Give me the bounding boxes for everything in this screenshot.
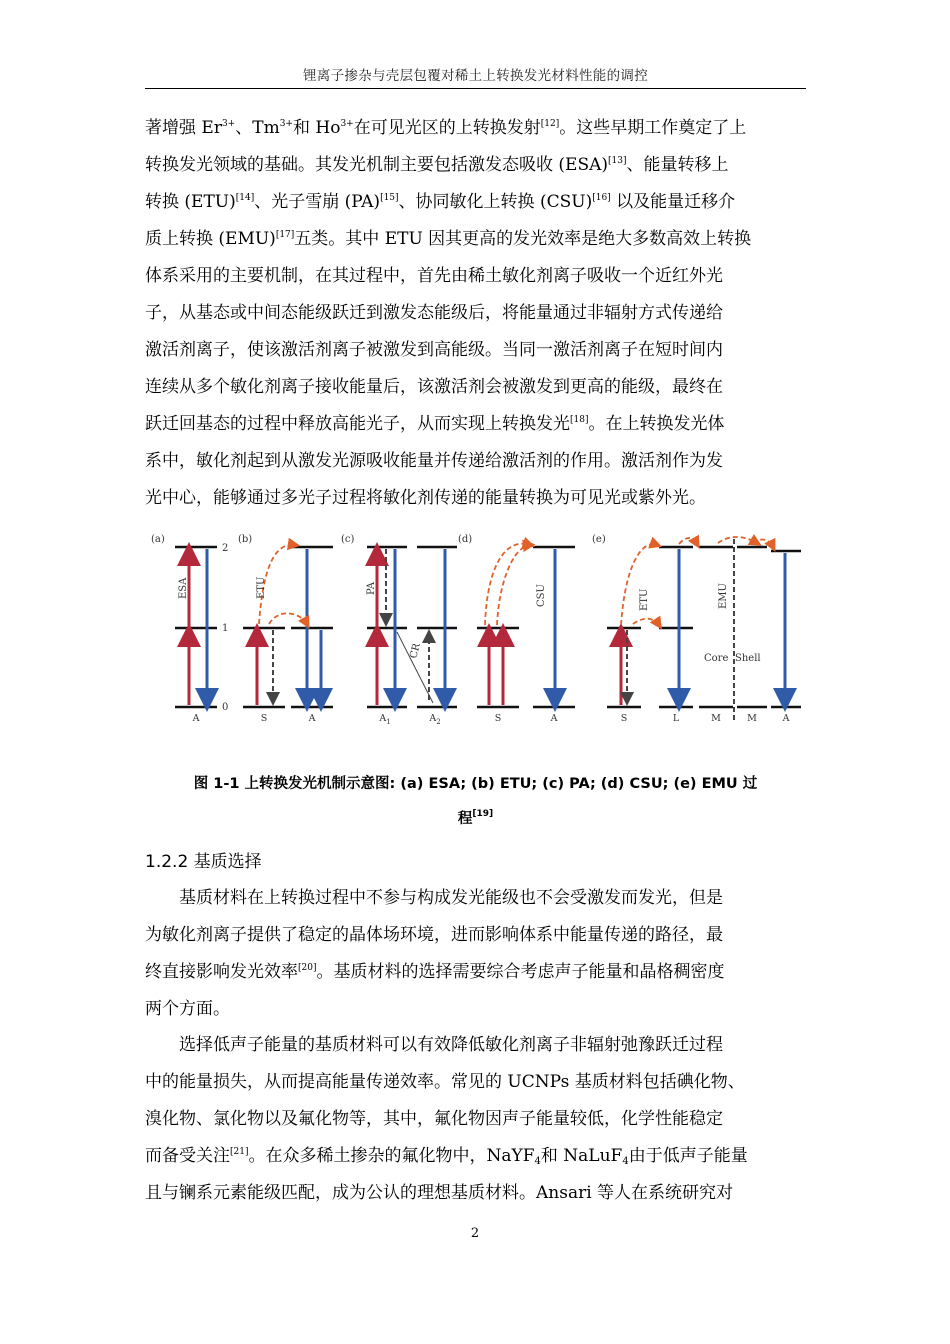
text-line: 选择低声子能量的基质材料可以有效降低敏化剂离子非辐射弛豫跃迁过程 xyxy=(179,1035,723,1055)
upconversion-mechanism-figure xyxy=(145,527,806,732)
text-line: 而备受关注[21]。在众多稀土掺杂的氟化物中，NaYF$_4$和 NaLuF$_4$由于低声子能量 xyxy=(145,1146,748,1167)
text-line: 且与镧系元素能级匹配，成为公认的理想基质材料。Ansari 等人在系统研究对 xyxy=(145,1183,734,1203)
text-line: 两个方面。 xyxy=(145,999,230,1019)
text-line: 转换 (ETU)[14]、光子雪崩 (PA)[15]、协同敏化上转换 (CSU)[16] 以及能量迁移介 xyxy=(145,192,736,212)
panel-label-c: (c) xyxy=(341,534,355,545)
paragraph-host-selection xyxy=(145,880,806,1028)
ion-label: L xyxy=(672,713,680,724)
section-heading: 1.2.2 基质选择 xyxy=(145,852,262,872)
process-label-etu: ETU xyxy=(256,576,267,599)
citation: [17] xyxy=(275,230,295,240)
figure-caption-line1: 图 1-1 上转换发光机制示意图: (a) ESA; (b) ETU; (c) PA; (d) CSU; (e) EMU 过 xyxy=(193,776,758,792)
panel-label-b: (b) xyxy=(238,534,253,545)
energy-level-diagram xyxy=(145,527,806,732)
ion-label: S xyxy=(260,713,268,724)
paragraph-phonon-energy xyxy=(145,1027,806,1212)
text-line: 连续从多个敏化剂离子接收能量后，该激活剂会被激发到更高的能级，最终在 xyxy=(145,377,723,397)
text-line: 著增强 $Er^{3+}$、$Tm^{3+}$和 $Ho^{3+}$在可见光区的上转换发射[12]。这些早期工作奠定了上 xyxy=(145,118,747,138)
ion-label: A xyxy=(550,713,558,724)
header-rule xyxy=(145,88,806,89)
process-label-csu: CSU xyxy=(536,584,547,607)
panel-label-a: (a) xyxy=(151,534,165,545)
paragraph-mechanisms xyxy=(145,110,806,517)
ion-label: M xyxy=(747,713,757,724)
ion-label: S xyxy=(620,713,628,724)
citation: [19] xyxy=(472,809,494,819)
citation: [16] xyxy=(592,193,611,203)
citation: [13] xyxy=(608,156,627,166)
emission-arrows xyxy=(207,549,785,700)
process-label-cr: CR xyxy=(408,642,423,660)
text-line: 中的能量损失，从而提高能量传递效率。常见的 UCNPs 基质材料包括碘化物、 xyxy=(145,1072,745,1092)
header-title: 锂离子掺杂与壳层包覆对稀土上转换发光材料性能的调控 xyxy=(303,68,648,84)
process-label-pa: PA xyxy=(366,581,377,595)
text-line: 转换发光领域的基础。其发光机制主要包括激发态吸收 (ESA)[13]、能量转移上 xyxy=(145,155,729,175)
citation: [18] xyxy=(570,415,589,425)
text-line: 体系采用的主要机制，在其过程中，首先由稀土敏化剂离子吸收一个近红外光 xyxy=(145,266,723,286)
citation: [20] xyxy=(298,963,317,973)
energy-transfer-arrows xyxy=(259,537,773,625)
citation: [15] xyxy=(380,193,399,203)
process-label-esa: ESA xyxy=(178,577,189,599)
ion-label: A xyxy=(192,713,200,724)
ion-label: S xyxy=(494,713,502,724)
process-label-emu: EMU xyxy=(718,583,729,609)
text-line: 光中心，能够通过多光子过程将敏化剂传递的能量转换为可见光或紫外光。 xyxy=(145,488,706,508)
text-line: 溴化物、氯化物以及氟化物等，其中，氟化物因声子能量较低，化学性能稳定 xyxy=(145,1109,723,1129)
core-label: Core xyxy=(704,653,729,664)
ion-label: $A_1$ xyxy=(379,713,391,726)
panel-label-e: (e) xyxy=(592,534,606,545)
level-label-0: 0 xyxy=(222,702,229,713)
ion-label: M xyxy=(711,713,721,724)
process-label-etu-e: ETU xyxy=(639,588,650,611)
level-label-1: 1 xyxy=(222,623,229,634)
figure-caption-line2: 程[19] xyxy=(457,809,494,827)
ion-label: A xyxy=(308,713,316,724)
panel-label-d: (d) xyxy=(458,534,473,545)
text-line: 系中，敏化剂起到从激发光源吸收能量并传递给激活剂的作用。激活剂作为发 xyxy=(145,451,723,471)
citation: [12] xyxy=(540,119,560,129)
shell-label: Shell xyxy=(735,653,761,664)
page-number: 2 xyxy=(470,1226,480,1241)
citation: [14] xyxy=(235,193,255,203)
text-line: 基质材料在上转换过程中不参与构成发光能级也不会受激发而发光，但是 xyxy=(179,888,723,908)
level-label-2: 2 xyxy=(222,543,229,554)
ion-label: $A_2$ xyxy=(429,713,441,726)
text-line: 跃迁回基态的过程中释放高能光子，从而实现上转换发光[18]。在上转换发光体 xyxy=(145,414,725,434)
text-line: 为敏化剂离子提供了稳定的晶体场环境，进而影响体系中能量传递的路径，最 xyxy=(145,925,723,945)
text-line: 子，从基态或中间态能级跃迁到激发态能级后，将能量通过非辐射方式传递给 xyxy=(145,303,723,323)
text-line: 终直接影响发光效率[20]。基质材料的选择需要综合考虑声子能量和晶格稠密度 xyxy=(145,962,725,982)
ion-label: A xyxy=(782,713,790,724)
text-line: 质上转换 (EMU)[17]五类。其中 ETU 因其更高的发光效率是绝大多数高效上转换 xyxy=(145,229,752,249)
citation: [21] xyxy=(230,1147,249,1157)
text-line: 激活剂离子，使该激活剂离子被激发到高能级。当同一激活剂离子在短时间内 xyxy=(145,340,723,360)
